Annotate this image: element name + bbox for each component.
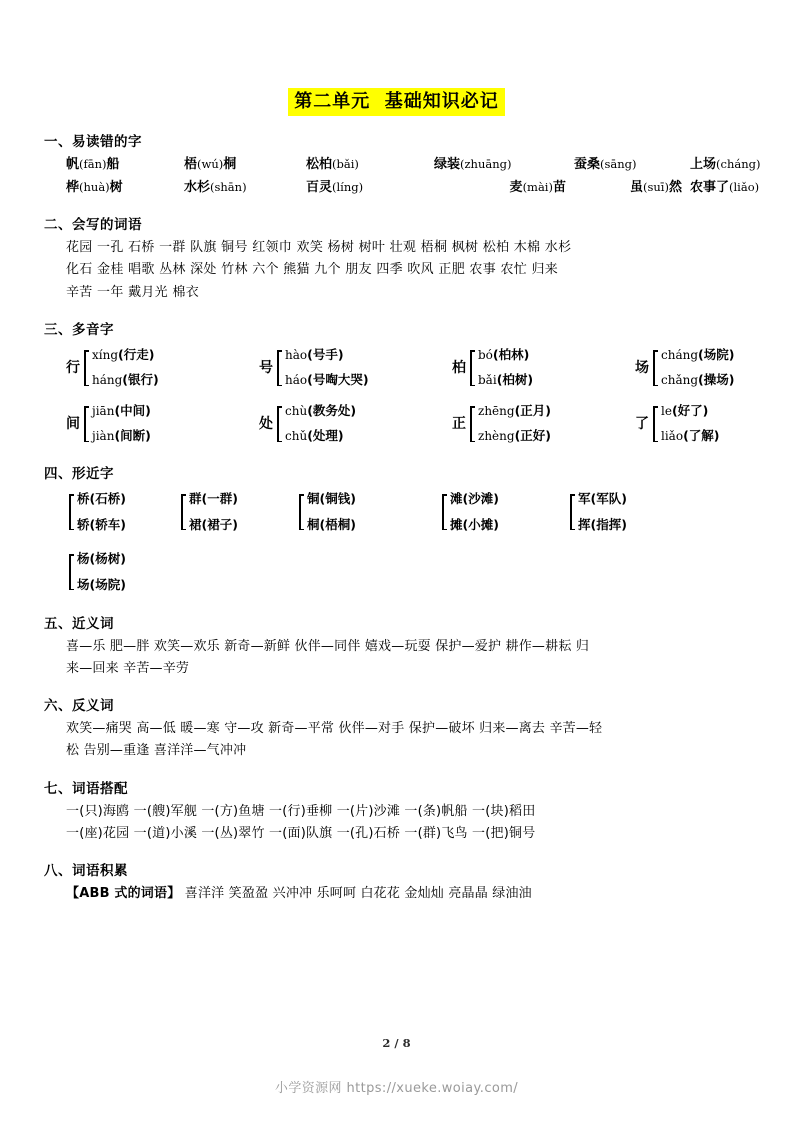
- pinyin-entry: [574, 154, 690, 176]
- section-1-heading: 一、易读错的字: [44, 134, 142, 151]
- entry-pinyin: (fān): [79, 157, 107, 172]
- reading-term: (操场): [698, 372, 735, 388]
- reading-term: (柏林): [492, 347, 530, 363]
- entry-pre: 水杉: [184, 179, 211, 195]
- section-word-collocations: [40, 777, 753, 845]
- section-7-heading: 七、词语搭配: [44, 780, 128, 797]
- entry-pinyin: (zhuāng): [460, 157, 512, 172]
- reading-bottom: [285, 373, 369, 388]
- similar-char-group: [178, 492, 296, 532]
- reading-term: (正好): [514, 428, 551, 444]
- brace-icon: [467, 404, 476, 444]
- polyphonic-readings: [285, 348, 369, 388]
- reading-top: [92, 404, 151, 419]
- reading-bottom: [92, 373, 159, 388]
- section-6-body: [66, 718, 753, 762]
- polyphonic-char: 柏: [452, 359, 466, 376]
- reading-top: [661, 348, 734, 363]
- section-easily-misread-characters: [40, 130, 761, 199]
- polyphonic-char: 行: [66, 359, 80, 376]
- reading-pinyin: chǔ: [285, 429, 308, 444]
- similar-char-top: 军(军队): [578, 491, 627, 507]
- section-5-body: [66, 636, 753, 680]
- entry-pre: 帆: [66, 157, 80, 173]
- reading-bottom: [285, 429, 356, 444]
- entry-pinyin: (líng): [332, 179, 364, 194]
- section-antonyms: [40, 694, 753, 762]
- entry-pinyin: (shān): [210, 179, 247, 194]
- reading-pinyin: zhēng: [478, 404, 515, 419]
- reading-pinyin: zhèng: [478, 429, 515, 444]
- reading-term: (间断): [114, 428, 151, 444]
- brace-icon: [66, 492, 75, 532]
- entry-post: 桐: [223, 157, 237, 173]
- reading-top: [285, 404, 356, 419]
- reading-pinyin: háo: [285, 373, 308, 388]
- entry-pre: 桦: [66, 179, 80, 195]
- polyphonic-char: 正: [452, 415, 466, 432]
- page-number: 2 / 8: [382, 1036, 411, 1050]
- similar-char-group: [567, 492, 627, 532]
- reading-top: [661, 404, 720, 419]
- pinyin-entry: [306, 154, 434, 176]
- polyphonic-char: 了: [635, 415, 649, 432]
- reading-pinyin: chǎng: [661, 373, 699, 388]
- title-container: [40, 0, 753, 116]
- reading-top: [478, 348, 533, 363]
- pinyin-entry: [306, 177, 434, 199]
- section-4-heading: 四、形近字: [44, 466, 114, 483]
- collocation-line: 一(座)花园 一(道)小溪 一(丛)翠竹 一(面)队旗 一(孔)石桥 一(群)飞鸟 一(把)铜号: [66, 825, 536, 841]
- word-list-line: 花园 一孔 石桥 一群 队旗 铜号 红领巾 欢笑 杨树 树叶 壮观 梧桐 枫树 松柏 木棉 水杉: [66, 240, 572, 256]
- polyphonic-group: [259, 348, 452, 388]
- brace-icon: [81, 348, 90, 388]
- reading-term: (教务处): [307, 403, 357, 419]
- section-2-body: [66, 237, 753, 304]
- polyphonic-group: [66, 404, 259, 444]
- similar-char-pair: [450, 492, 499, 532]
- section-6-heading: 六、反义词: [44, 698, 114, 715]
- brace-icon: [650, 348, 659, 388]
- reading-pinyin: jiàn: [92, 429, 115, 444]
- reading-term: (了解): [683, 428, 720, 444]
- similar-char-pair: [578, 492, 627, 532]
- entry-pinyin: (mài): [522, 179, 553, 194]
- entry-pre: 虽: [630, 179, 644, 195]
- word-list-line: 辛苦 一年 戴月光 棉衣: [66, 284, 199, 300]
- polyphonic-char: 处: [259, 415, 273, 432]
- abb-words: 喜洋洋 笑盈盈 兴冲冲 乐呵呵 白花花 金灿灿 亮晶晶 绿油油: [184, 885, 532, 901]
- abb-line: [66, 883, 753, 905]
- reading-pinyin: jiān: [92, 404, 115, 419]
- similar-char-top: 铜(铜钱): [307, 491, 356, 507]
- section-2-heading: 二、会写的词语: [44, 217, 142, 234]
- similar-char-bottom: 挥(指挥): [578, 516, 627, 532]
- reading-top: [92, 348, 159, 363]
- entry-pinyin: (wú): [197, 157, 224, 172]
- similar-char-bottom: 场(场院): [77, 576, 126, 592]
- pinyin-entry: [574, 177, 690, 199]
- similar-char-group: [296, 492, 439, 532]
- similar-char-pair: [307, 492, 356, 532]
- reading-pinyin: xíng: [92, 348, 119, 363]
- antonym-line: 欢笑—痛哭 高—低 暖—寒 守—攻 新奇—平常 伙伴—对手 保护—破坏 归来—离去 辛苦—轻: [66, 721, 603, 737]
- polyphonic-group: [452, 404, 635, 444]
- brace-icon: [81, 404, 90, 444]
- similar-char-top: 桥(石桥): [77, 491, 126, 507]
- similar-char-bottom: 摊(小摊): [450, 516, 499, 532]
- reading-pinyin: liǎo: [661, 429, 684, 444]
- similar-char-group: [439, 492, 567, 532]
- word-list-line: 化石 金桂 唱歌 丛林 深处 竹林 六个 熊猫 九个 朋友 四季 吹风 正肥 农事 农忙 归来: [66, 262, 559, 278]
- brace-icon: [467, 348, 476, 388]
- reading-pinyin: chù: [285, 404, 308, 419]
- brace-icon: [274, 404, 283, 444]
- brace-icon: [296, 492, 305, 532]
- similar-char-top: 杨(杨树): [77, 551, 126, 567]
- entry-pre: 梧: [184, 157, 198, 173]
- reading-pinyin: cháng: [661, 348, 699, 363]
- polyphonic-group: [635, 348, 734, 388]
- reading-bottom: [478, 373, 533, 388]
- entry-pre: 蚕桑: [574, 157, 601, 173]
- section-8-heading: 八、词语积累: [44, 862, 128, 879]
- similar-char-group: [66, 552, 126, 592]
- entry-pre: 麦: [509, 179, 523, 195]
- pinyin-entry-grid: [66, 154, 761, 199]
- reading-pinyin: le: [661, 404, 672, 419]
- section-8-body: [66, 883, 753, 905]
- abb-label: 【ABB 式的词语】: [66, 885, 181, 901]
- reading-term: (好了): [671, 403, 709, 419]
- reading-term: (正月): [514, 403, 551, 419]
- polyphonic-readings: [285, 404, 356, 444]
- brace-icon: [567, 492, 576, 532]
- brace-icon: [650, 404, 659, 444]
- entry-pinyin: (suī): [643, 179, 669, 194]
- reading-bottom: [661, 373, 734, 388]
- polyphonic-char: 号: [259, 359, 273, 376]
- similar-char-top: 群(一群): [189, 491, 238, 507]
- polyphonic-char: 间: [66, 415, 80, 432]
- section-3-body: [66, 348, 753, 444]
- similar-char-pair: [189, 492, 238, 532]
- pinyin-entry: [434, 177, 574, 199]
- reading-pinyin: bǎi: [478, 373, 497, 388]
- section-word-accumulation: [40, 859, 753, 905]
- section-7-body: [66, 801, 753, 845]
- similar-char-top: 滩(沙滩): [450, 491, 499, 507]
- reading-term: (场院): [698, 347, 735, 363]
- pinyin-entry: [184, 154, 306, 176]
- polyphonic-row: [66, 404, 753, 444]
- similar-char-bottom: 轿(轿车): [77, 516, 126, 532]
- entry-post: 船: [106, 157, 120, 173]
- entry-post: 树: [109, 179, 123, 195]
- pinyin-entry: [184, 177, 306, 199]
- reading-pinyin: háng: [92, 373, 123, 388]
- watermark: 小学资源网 https://xueke.woiay.com/: [274, 1081, 519, 1096]
- reading-term: (中间): [114, 403, 151, 419]
- reading-pinyin: hào: [285, 348, 308, 363]
- pinyin-entry: [690, 177, 760, 199]
- polyphonic-group: [259, 404, 452, 444]
- polyphonic-char: 场: [635, 359, 649, 376]
- reading-term: (行走): [118, 347, 155, 363]
- entry-pre: 绿装: [434, 157, 461, 173]
- pinyin-entry: [690, 154, 760, 176]
- reading-top: [285, 348, 369, 363]
- polyphonic-readings: [478, 348, 533, 388]
- reading-term: (处理): [307, 428, 344, 444]
- polyphonic-readings: [478, 404, 551, 444]
- entry-pinyin: (huà): [79, 179, 110, 194]
- polyphonic-readings: [92, 404, 151, 444]
- section-words-to-write: [40, 213, 753, 304]
- page-title: 第二单元 基础知识必记: [288, 88, 505, 116]
- similar-char-bottom: 裙(裙子): [189, 516, 238, 532]
- reading-term: (号啕大哭): [307, 372, 369, 388]
- section-5-heading: 五、近义词: [44, 616, 114, 633]
- entry-pinyin: (cháng): [716, 157, 761, 172]
- entry-pinyin: (liǎo): [729, 179, 760, 194]
- polyphonic-group: [452, 348, 635, 388]
- entry-pinyin: (bǎi): [332, 157, 359, 172]
- entry-pre: 农事了: [690, 179, 730, 195]
- polyphonic-readings: [661, 404, 720, 444]
- similar-char-row: [66, 552, 753, 592]
- polyphonic-group: [66, 348, 259, 388]
- brace-icon: [178, 492, 187, 532]
- section-synonyms: [40, 612, 753, 680]
- reading-top: [478, 404, 551, 419]
- reading-bottom: [661, 429, 720, 444]
- reading-pinyin: bó: [478, 348, 493, 363]
- similar-char-pair: [77, 492, 126, 532]
- pinyin-entry: [66, 154, 184, 176]
- reading-bottom: [92, 429, 151, 444]
- entry-post: 苗: [552, 179, 566, 195]
- section-polyphonic-characters: [40, 318, 753, 444]
- section-similar-characters: [40, 462, 753, 592]
- brace-icon: [439, 492, 448, 532]
- polyphonic-row: [66, 348, 753, 388]
- entry-pinyin: (sāng): [600, 157, 637, 172]
- similar-char-group: [66, 492, 178, 532]
- synonym-line: 来—回来 辛苦—辛劳: [66, 661, 190, 677]
- polyphonic-group: [635, 404, 720, 444]
- antonym-line: 松 告别—重逢 喜洋洋—气冲冲: [66, 743, 247, 759]
- synonym-line: 喜—乐 肥—胖 欢笑—欢乐 新奇—新鲜 伙伴—同伴 嬉戏—玩耍 保护—爱护 耕作—耕耘 归: [66, 639, 590, 655]
- brace-icon: [66, 552, 75, 592]
- collocation-line: 一(只)海鸥 一(艘)军舰 一(方)鱼塘 一(行)垂柳 一(片)沙滩 一(条)帆船 一(块)稻田: [66, 803, 536, 819]
- reading-term: (柏树): [496, 372, 534, 388]
- entry-post: 然: [668, 179, 682, 195]
- brace-icon: [274, 348, 283, 388]
- entry-pre: 松柏: [306, 157, 333, 173]
- section-3-heading: 三、多音字: [44, 322, 114, 339]
- polyphonic-readings: [661, 348, 734, 388]
- similar-char-bottom: 桐(梧桐): [307, 516, 356, 532]
- section-4-body: [66, 492, 753, 592]
- entry-pre: 上场: [690, 157, 717, 173]
- reading-bottom: [478, 429, 551, 444]
- pinyin-entry: [66, 177, 184, 199]
- entry-pre: 百灵: [306, 179, 333, 195]
- similar-char-row: [66, 492, 753, 532]
- reading-term: (号手): [307, 347, 344, 363]
- polyphonic-readings: [92, 348, 159, 388]
- pinyin-entry: [434, 154, 574, 176]
- reading-term: (银行): [122, 372, 159, 388]
- section-1-body: [66, 154, 761, 199]
- similar-char-pair: [77, 552, 126, 592]
